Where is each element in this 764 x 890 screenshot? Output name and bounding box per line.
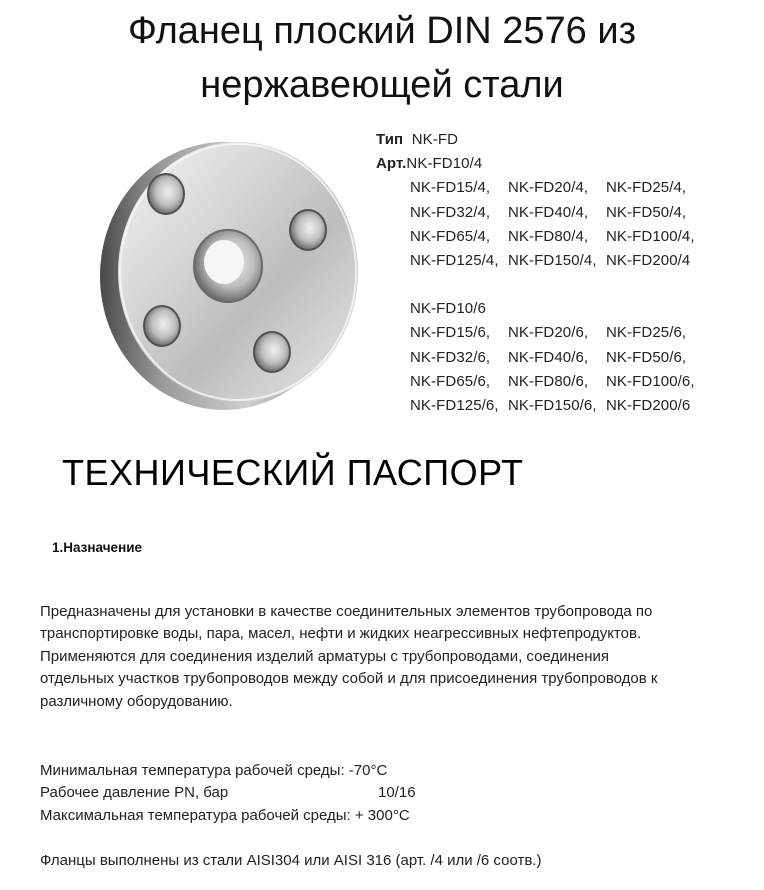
- code-row: [376, 297, 695, 321]
- article-code: NK-FD20/6,: [508, 324, 589, 342]
- code-row: [376, 346, 695, 370]
- article-code: NK-FD40/6,: [508, 348, 589, 366]
- article-code: NK-FD65/4,: [410, 227, 491, 245]
- paragraph-line: отдельных участков трубопроводов между собой и для присоединения трубопроводов к: [40, 670, 658, 688]
- art-row: [376, 152, 695, 176]
- article-code: NK-FD100/4,: [606, 227, 695, 245]
- code-row: [376, 321, 695, 345]
- flange-photo-icon: [96, 126, 364, 416]
- article-code: NK-FD25/4,: [606, 179, 687, 197]
- article-code: NK-FD65/6,: [410, 372, 491, 390]
- purpose-paragraph: [40, 601, 730, 713]
- article-code: NK-FD125/6,: [410, 397, 499, 415]
- paragraph-line: Применяются для соединения изделий арматуры с трубопроводами, соединения: [40, 647, 609, 665]
- article-code: NK-FD40/4,: [508, 203, 589, 221]
- passport-heading: ТЕХНИЧЕСКИЙ ПАСПОРТ: [62, 452, 524, 493]
- code-row: [376, 201, 695, 225]
- article-code: NK-FD10/6: [410, 300, 486, 318]
- article-list: [376, 128, 695, 418]
- pressure-row: [40, 782, 416, 804]
- art-first: NK-FD10/4: [406, 155, 483, 173]
- pressure-value: 10/16: [378, 784, 416, 802]
- article-code: NK-FD20/4,: [508, 179, 589, 197]
- section-heading: 1.Назначение: [52, 540, 143, 555]
- article-code: NK-FD200/4: [606, 252, 691, 270]
- code-row: [376, 370, 695, 394]
- article-code: NK-FD80/4,: [508, 227, 589, 245]
- article-code: NK-FD100/6,: [606, 372, 695, 390]
- max-temp-row: Максимальная температура рабочей среды: + 300°C: [40, 806, 410, 824]
- material-note: Фланцы выполнены из стали AISI304 или AISI 316 (арт. /4 или /6 соотв.): [40, 852, 542, 869]
- article-code: NK-FD150/4,: [508, 252, 597, 270]
- pressure-label: Рабочее давление PN, бар: [40, 784, 229, 802]
- type-row: [376, 128, 695, 152]
- code-row: [376, 394, 695, 418]
- article-code: NK-FD15/6,: [410, 324, 491, 342]
- article-code: NK-FD125/4,: [410, 252, 499, 270]
- title-line-2: нержавеющей стали: [200, 64, 564, 106]
- type-value: NK-FD: [411, 131, 459, 148]
- document-title: [0, 4, 764, 112]
- paragraph-line: транспортировке воды, пара, масел, нефти и жидких неагрессивных нефтепродуктов.: [40, 625, 642, 643]
- article-code: NK-FD50/6,: [606, 348, 687, 366]
- article-code: NK-FD15/4,: [410, 179, 491, 197]
- code-row: [376, 249, 695, 273]
- article-code: NK-FD32/6,: [410, 348, 491, 366]
- article-code: NK-FD32/4,: [410, 203, 491, 221]
- min-temp-row: Минимальная температура рабочей среды: -70°C: [40, 762, 388, 779]
- code-row: [376, 225, 695, 249]
- paragraph-line: различному оборудованию.: [40, 692, 233, 710]
- code-row: [376, 176, 695, 200]
- article-code: NK-FD80/6,: [508, 372, 589, 390]
- title-line-1: Фланец плоский DIN 2576 из: [127, 10, 637, 52]
- type-label: Тип: [376, 131, 404, 148]
- article-code: NK-FD150/6,: [508, 397, 597, 415]
- paragraph-line: Предназначены для установки в качестве соединительных элементов трубопровода по: [40, 603, 653, 620]
- article-code: NK-FD25/6,: [606, 324, 687, 342]
- article-code: NK-FD200/6: [606, 397, 691, 415]
- art-label: Арт.: [376, 155, 407, 173]
- article-code: NK-FD50/4,: [606, 203, 687, 221]
- operating-parameters: [40, 760, 416, 827]
